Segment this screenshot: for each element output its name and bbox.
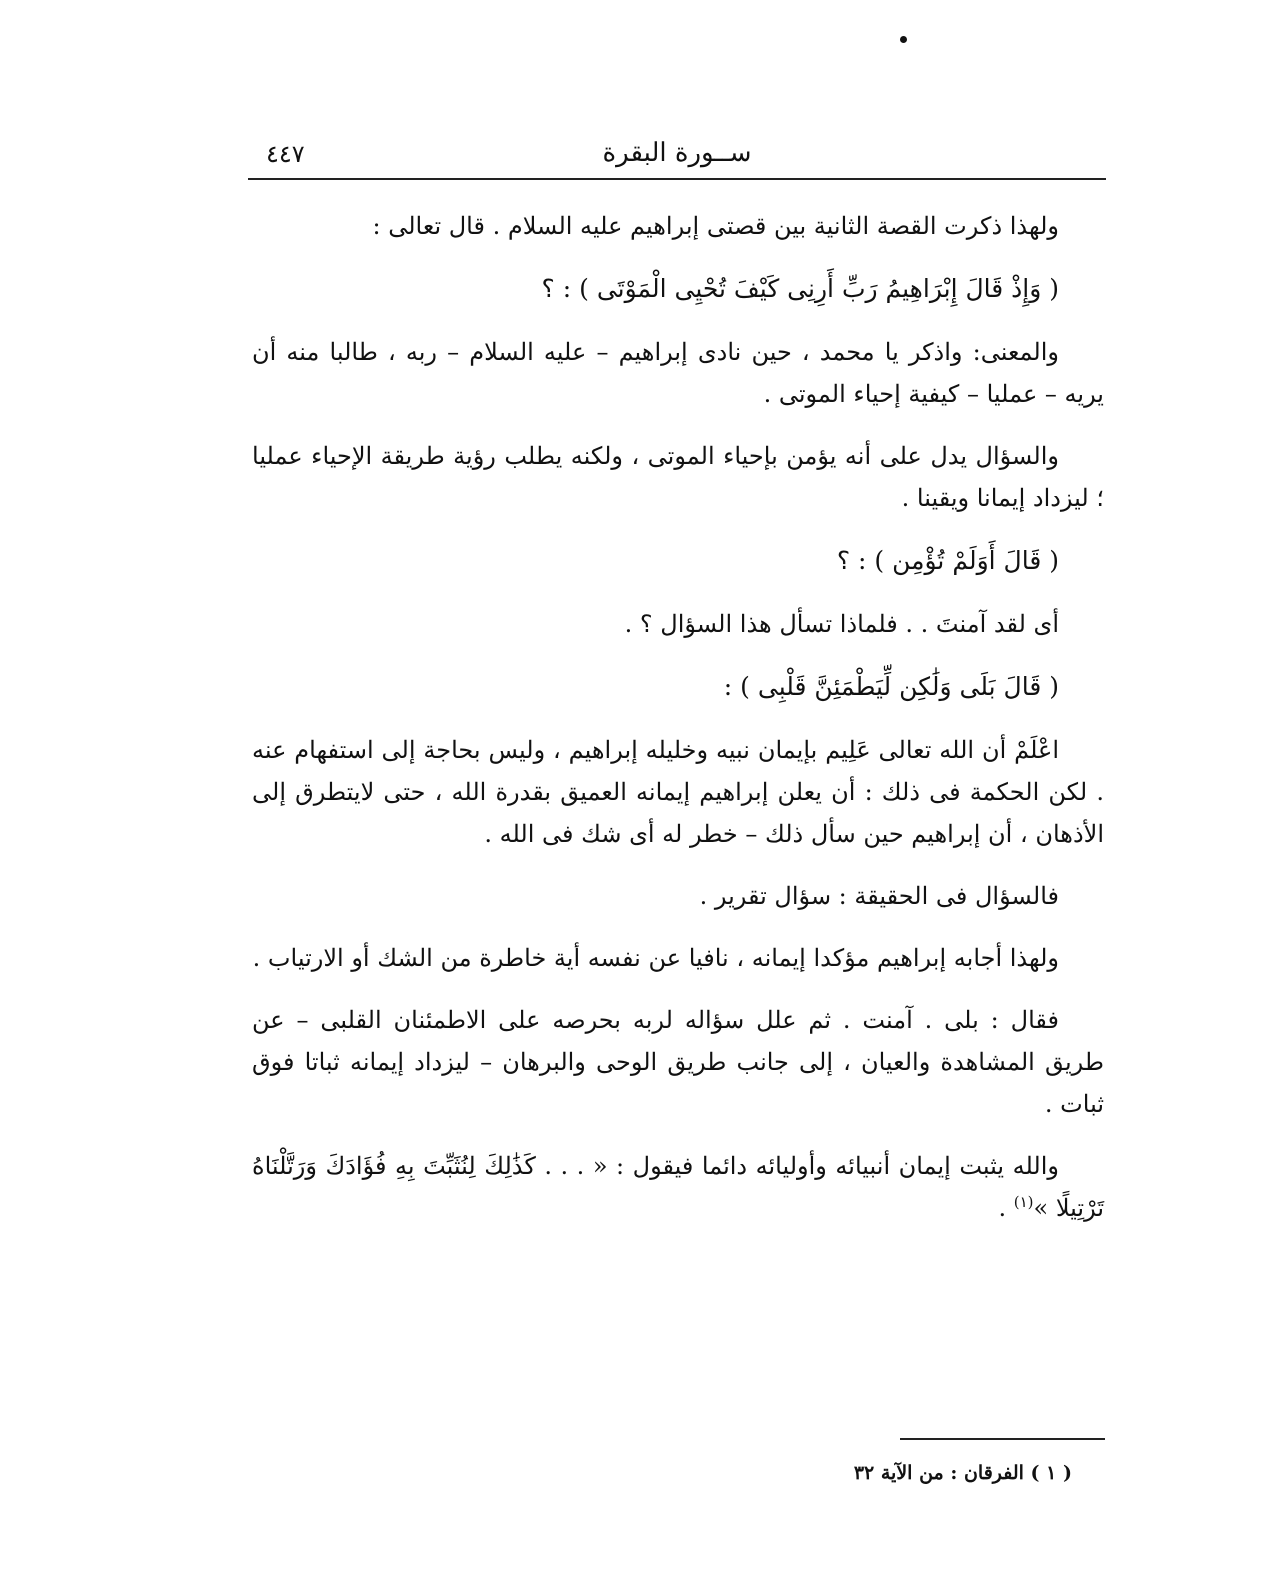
- body-text: [252, 205, 1104, 1249]
- footnote: ( ١ ) الفرقان : من الآية ٣٢: [853, 1462, 1072, 1484]
- footnote-divider: [900, 1438, 1105, 1440]
- footnote-reference[interactable]: (١): [1013, 1193, 1034, 1211]
- paragraph: والمعنى: واذكر يا محمد ، حين نادى إبراهيم – عليه السلام – ربه ، طالبا منه أن يريه – عمليا – كيفية إحياء الموتى .: [252, 338, 1104, 408]
- paragraph: أى لقد آمنتَ . . فلماذا تسأل هذا السؤال ؟ .: [624, 610, 1059, 638]
- paragraph-text: والله يثبت إيمان أنبيائه وأوليائه دائما فيقول : « . . . كَذَٰلِكَ لِنُثَبِّتَ بِهِ فُؤَادَكَ وَرَتَّلْنَاهُ تَرْتِيلًا »: [252, 1152, 1104, 1222]
- quran-verse: ( قَالَ أَوَلَمْ تُؤْمِن ) : ؟: [836, 546, 1059, 575]
- surah-title: ســورة البقرة: [602, 138, 752, 168]
- quran-verse: ( وَإِذْ قَالَ إِبْرَاهِيمُ رَبِّ أَرِنِى كَيْفَ تُحْيِى الْمَوْتَى ) : ؟: [541, 274, 1059, 303]
- paragraph: اعْلَمْ أن الله تعالى عَلِيم بإيمان نبيه وخليله إبراهيم ، وليس بحاجة إلى استفهام عنه . لكن الحكمة فى ذلك : أن يعلن إبراهيم إيمانه العميق بقدرة الله ، حتى لايتطرق إلى الأذهان ، أن إبراهيم حين سأل ذلك – خطر له أى شك فى الله .: [252, 736, 1104, 848]
- paragraph-tail: .: [998, 1194, 1014, 1222]
- paragraph: ولهذا ذكرت القصة الثانية بين قصتى إبراهيم عليه السلام . قال تعالى :: [372, 212, 1059, 240]
- page-number: ٤٤٧: [266, 140, 305, 168]
- paragraph: فقال : بلى . آمنت . ثم علل سؤاله لربه بحرصه على الاطمئنان القلبى – عن طريق المشاهدة والعيان ، إلى جانب طريق الوحى والبرهان – ليزداد إيمانه ثباتا فوق ثبات .: [252, 1006, 1104, 1118]
- paragraph: والسؤال يدل على أنه يؤمن بإحياء الموتى ، ولكنه يطلب رؤية طريقة الإحياء عمليا ؛ ليزداد إيمانا ويقينا .: [252, 442, 1104, 512]
- paragraph-with-footnote: [252, 1145, 1104, 1229]
- paragraph: فالسؤال فى الحقيقة : سؤال تقرير .: [699, 882, 1059, 910]
- paragraph: ولهذا أجابه إبراهيم مؤكدا إيمانه ، نافيا عن نفسه أية خاطرة من الشك أو الارتياب .: [252, 944, 1059, 972]
- running-header: [248, 138, 1106, 180]
- ink-dot: [900, 36, 907, 43]
- quran-verse: ( قَالَ بَلَى وَلَٰكِن لِّيَطْمَئِنَّ قَلْبِى ) :: [723, 672, 1059, 701]
